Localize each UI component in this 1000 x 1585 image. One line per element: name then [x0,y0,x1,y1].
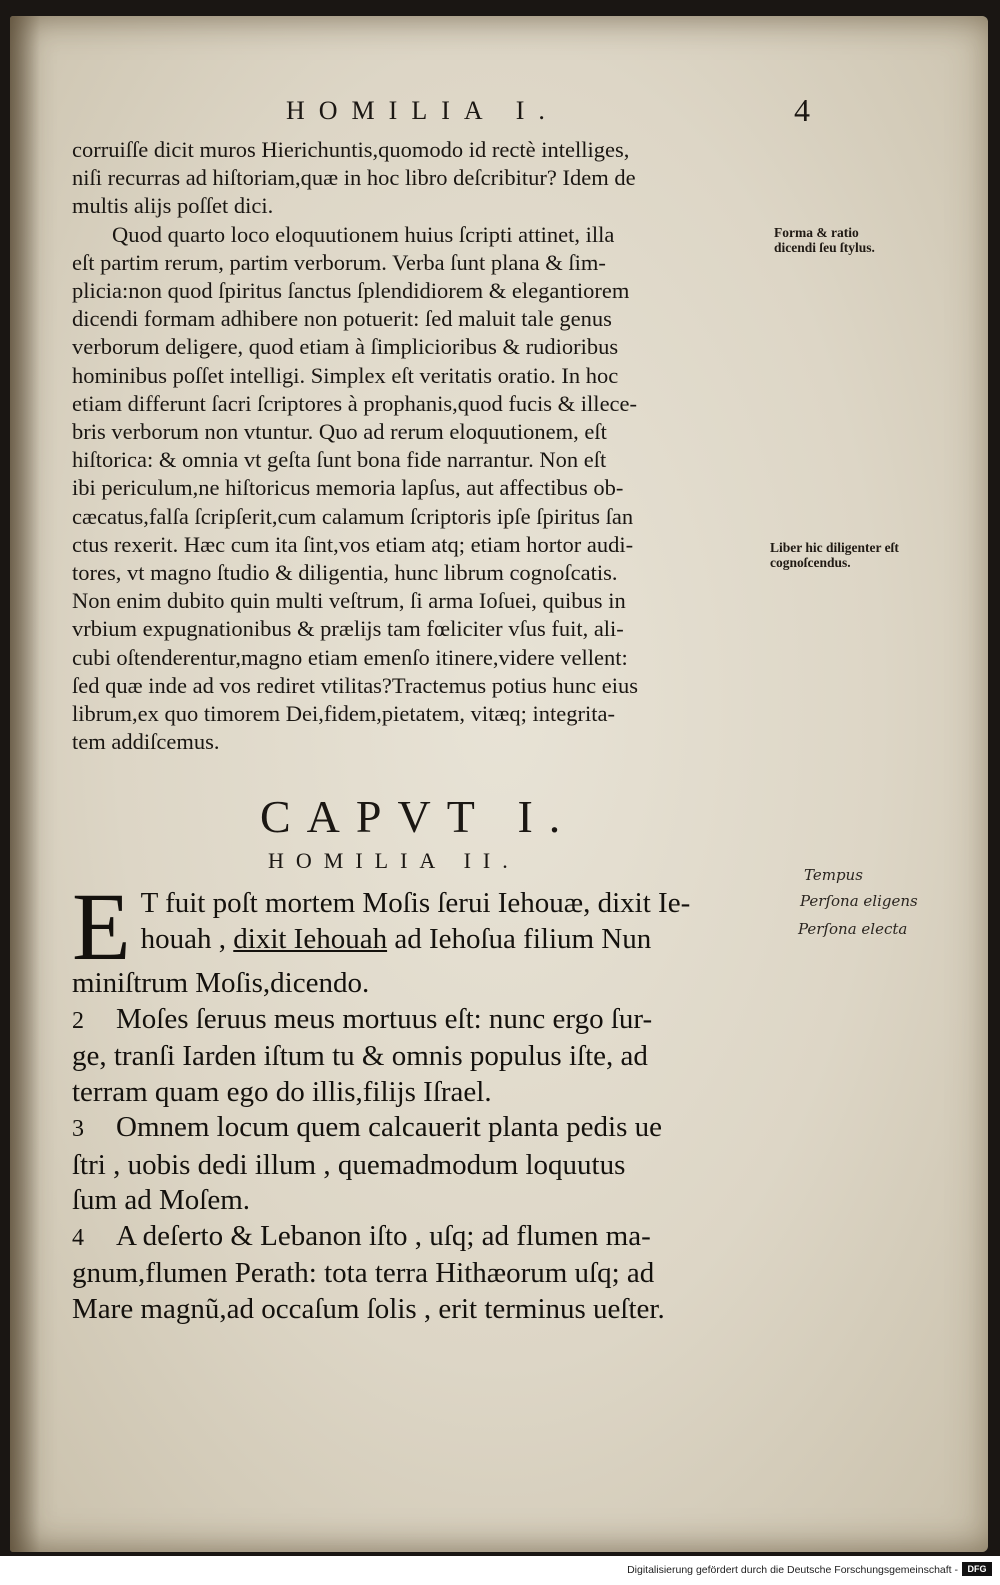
body-line: plicia:non quod ſpiritus ſanctus ſplendidiorem & elegantiorem [72,278,630,304]
body-line: ibi periculum,ne hiſtoricus memoria lapſus, aut affectibus ob- [72,475,624,501]
verse-4-line: Mare magnũ,ad occaſum ſolis , erit terminus ueſter. [72,1292,665,1325]
body-line: hiſtorica: & omnia vt geſta ſunt bona fide narrantur. Non eſt [72,447,607,473]
chapter-title: CAPVT I. [260,791,577,842]
verse-number: 3 [72,1116,84,1142]
page-number: 4 [794,92,810,128]
underlined-phrase: dixit Iehouah [233,922,388,955]
margin-note-study: Liber hic diligenter eſt cognoſcendus. [770,540,899,570]
body-line: cæcatus,falſa ſcripſerit,cum calamum ſcriptoris ipſe ſpiritus ſan [72,503,634,529]
scripture-passage [72,873,782,1327]
body-line: Non enim dubito quin multi veſtrum, ſi arma Ioſuei, quibus in [72,588,626,614]
body-line: cubi oſtenderentur,magno etiam emenſo itinere,videre vellent: [72,644,628,670]
handwriting-svg [796,860,966,960]
body-line: tem addiſcemus. [72,729,220,755]
page-header [250,92,810,136]
drop-cap: E [72,873,131,980]
verse-2-line: ge, tranſi Iarden iſtum tu & omnis populus iſte, ad [72,1040,648,1072]
page-gutter-shadow [10,16,40,1552]
body-line: hominibus poſſet intelligi. Simplex eſt veritatis oratio. In hoc [72,362,619,388]
body-line: tores, vt magno ſtudio & diligentia, hunc librum cognoſcatis. [72,560,618,586]
body-line: librum,ex quo timorem Dei,fidem,pietatem, vitæq; integrita- [72,701,615,727]
body-line: verborum deligere, quod etiam à ſimplicioribus & rudioribus [72,334,619,360]
body-line: etiam differunt ſacri ſcriptores à prophanis,quod fucis & illece- [72,390,638,416]
verse-1-line: miniſtrum Moſis,dicendo. [72,967,370,999]
verse-1-fragment: houah , [140,922,234,955]
body-line: dicendi formam adhibere non potuerit: ſed maluit tale genus [72,306,612,332]
handwritten-line: Perſona electa [798,920,908,938]
body-line: multis alijs poſſet dici. [72,193,274,219]
footer-bar [0,1556,1000,1585]
verse-number: 2 [72,1007,84,1034]
verse-1-line [72,922,782,958]
verse-4-line [72,1219,782,1257]
body-line: niſi recurras ad hiſtoriam,quæ in hoc libro deſcribitur? Idem de [72,165,636,191]
body-line: Quod quarto loco eloquutionem huius ſcripti attinet, illa [112,221,615,247]
verse-3-line [72,1110,782,1148]
homily-title: HOMILIA II. [268,848,520,873]
dfg-logo: DFG [962,1562,992,1576]
body-line: eſt partim rerum, partim verborum. Verba ſunt plana & ſim- [72,249,606,275]
body-text [72,136,772,756]
footer-credit: Digitalisierung gefördert durch die Deutsche Forschungsgemeinschaft - [627,1564,958,1576]
body-line: ſed quæ inde ad vos rediret vtilitas?Tractemus potius hunc eius [72,672,638,698]
verse-2-line [72,1002,782,1040]
verse-1-line: T fuit poſt mortem Moſis ſerui Iehouæ, dixit Ie- [140,887,691,919]
verse-3-line: ſum ad Moſem. [72,1184,251,1216]
handwritten-annotation [796,860,966,960]
running-head: HOMILIA I. [286,96,559,125]
verse-text: Moſes ſeruus meus mortuus eſt: nunc ergo ſur- [116,1002,653,1035]
handwritten-line: Perſona eligens [800,892,918,910]
body-line: ctus rexerit. Hæc cum ita ſint,vos etiam atq; etiam hortor audi- [72,531,634,557]
body-line: vrbium expugnationibus & prælijs tam fœliciter vſus fuit, ali- [72,616,624,642]
verse-number: 4 [72,1224,84,1251]
handwritten-line: Tempus [804,866,863,884]
verse-text: Omnem locum quem calcauerit planta pedis ue [116,1111,662,1143]
margin-note-style: Forma & ratio dicendi ſeu ſtylus. [774,225,875,255]
verse-text: A deſerto & Lebanon iſto , uſq; ad flumen ma- [116,1219,651,1252]
body-line: bris verborum non vtuntur. Quo ad rerum eloquutionem, eſt [72,419,607,445]
verse-4-line: gnum,flumen Perath: tota terra Hithæorum uſq; ad [72,1257,655,1289]
verse-1-fragment: ad Iehoſua filium Nun [387,922,652,955]
verse-3-line: ſtri , uobis dedi illum , quemadmodum loquutus [72,1148,626,1181]
verse-2-line: terram quam ego do illis,filijs Iſrael. [72,1075,492,1108]
body-line: corruiſſe dicit muros Hierichuntis,quomodo id rectè intelliges, [72,137,630,162]
